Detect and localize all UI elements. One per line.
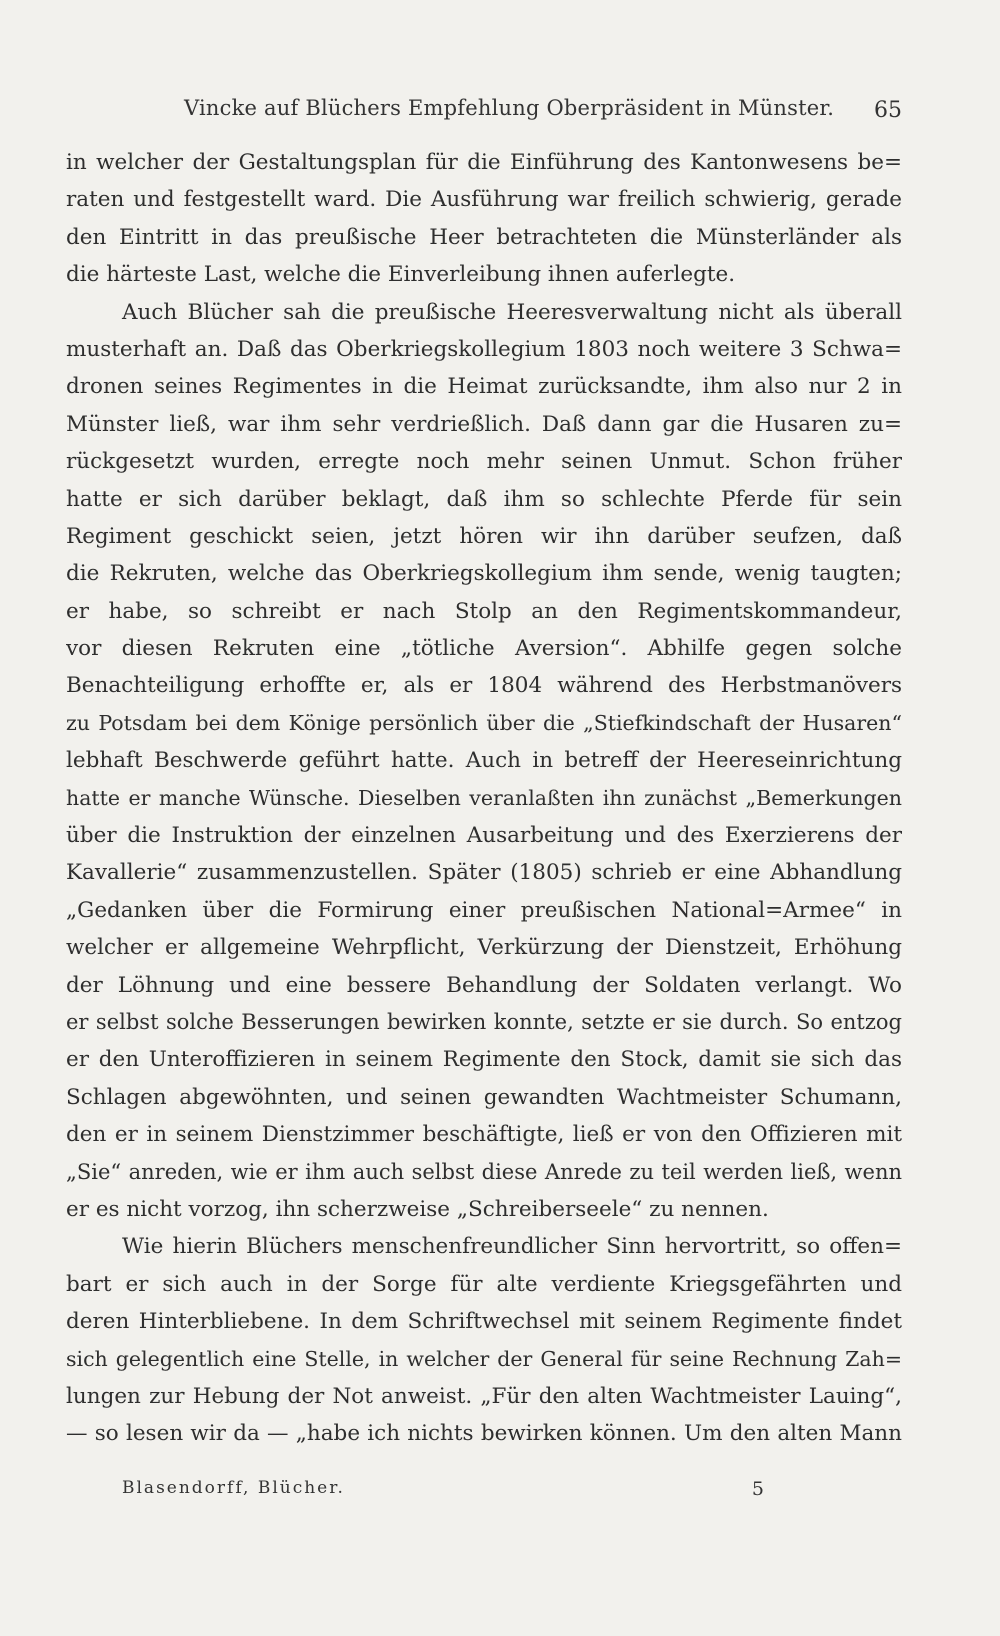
text-line: die härteste Last, welche die Einverleibung ihnen auferlegte. [66, 262, 736, 288]
text-line: sich gelegentlich eine Stelle, in welcher der General für seine Rechnung Zah= [66, 1346, 902, 1371]
body-text [66, 144, 902, 1453]
text-line: in welcher der Gestaltungsplan für die Einführung des Kantonwesens be= [66, 150, 902, 175]
text-line: dronen seines Regimentes in die Heimat zurücksandte, ihm also nur 2 in [66, 374, 902, 400]
text-line: deren Hinterbliebene. In dem Schriftwechsel mit seinem Regimente findet [66, 1309, 902, 1335]
text-line: welcher er allgemeine Wehrpflicht, Verkürzung der Dienstzeit, Erhöhung [66, 935, 902, 961]
text-line: hatte er manche Wünsche. Dieselben veranlaßten ihn zunächst „Bemerkungen [66, 785, 902, 810]
page-number: 65 [874, 98, 902, 123]
text-line: Kavallerie“ zusammenzustellen. Später (1805) schrieb er eine Abhandlung [66, 860, 902, 886]
text-line: er habe, so schreibt er nach Stolp an den Regimentskommandeur, [66, 598, 902, 624]
text-line: der Löhnung und eine bessere Behandlung der Soldaten verlangt. Wo [66, 972, 902, 998]
text-line: Münster ließ, war ihm sehr verdrießlich. Daß dann gar die Husaren zu= [66, 411, 902, 437]
text-line: er es nicht vorzog, ihn scherzweise „Schreiberseele“ zu nennen. [66, 1196, 769, 1222]
text-line: Auch Blücher sah die preußische Heeresverwaltung nicht als überall [122, 299, 902, 325]
text-line: die Rekruten, welche das Oberkriegskollegium ihm sende, wenig taugten; [66, 561, 902, 587]
text-line: Benachteiligung erhoffte er, als er 1804 während des Herbstmanövers [66, 673, 902, 699]
text-line: den Eintritt in das preußische Heer betrachteten die Münsterländer als [66, 224, 902, 250]
running-head: Vincke auf Blüchers Empfehlung Oberpräsident in Münster. [184, 96, 835, 120]
printer-signature: Blasendorff, Blücher. [122, 1478, 345, 1498]
text-line: zu Potsdam bei dem Könige persönlich über die „Stiefkindschaft der Husaren“ [66, 710, 902, 735]
text-line: vor diesen Rekruten eine „tötliche Aversion“. Abhilfe gegen solche [66, 636, 902, 662]
text-line: Regiment geschickt seien, jetzt hören wir ihn darüber seufzen, daß [66, 523, 902, 549]
text-line: musterhaft an. Daß das Oberkriegskollegium 1803 noch weitere 3 Schwa= [66, 336, 902, 362]
text-line: — so lesen wir da — „habe ich nichts bewirken können. Um den alten Mann [66, 1421, 902, 1447]
page-footer [122, 1478, 772, 1508]
text-line: „Gedanken über die Formirung einer preußischen National=Armee“ in [66, 897, 902, 923]
text-line: lebhaft Beschwerde geführt hatte. Auch in betreff der Heereseinrichtung [66, 748, 902, 774]
text-line: Wie hierin Blüchers menschenfreundlicher Sinn hervortritt, so offen= [122, 1234, 902, 1260]
text-line: über die Instruktion der einzelnen Ausarbeitung und des Exerzierens der [66, 823, 902, 849]
text-line: bart er sich auch in der Sorge für alte verdiente Kriegsgefährten und [66, 1271, 902, 1297]
text-line: er den Unteroffizieren in seinem Regimente den Stock, damit sie sich das [66, 1047, 902, 1073]
text-line: Schlagen abgewöhnten, und seinen gewandten Wachtmeister Schumann, [66, 1084, 902, 1110]
text-line: „Sie“ anreden, wie er ihm auch selbst diese Anrede zu teil werden ließ, wenn [66, 1159, 902, 1184]
text-line: lungen zur Hebung der Not anweist. „Für den alten Wachtmeister Lauing“, [66, 1383, 902, 1409]
text-line: er selbst solche Besserungen bewirken konnte, setzte er sie durch. So entzog [66, 1009, 902, 1034]
text-line: raten und festgestellt ward. Die Ausführung war freilich schwierig, gerade [66, 187, 902, 213]
text-line: den er in seinem Dienstzimmer beschäftigte, ließ er von den Offizieren mit [66, 1122, 902, 1148]
sheet-signature: 5 [751, 1478, 764, 1500]
page-header [66, 96, 902, 130]
text-line: rückgesetzt wurden, erregte noch mehr seinen Unmut. Schon früher [66, 449, 902, 475]
text-line: hatte er sich darüber beklagt, daß ihm so schlechte Pferde für sein [66, 486, 902, 512]
